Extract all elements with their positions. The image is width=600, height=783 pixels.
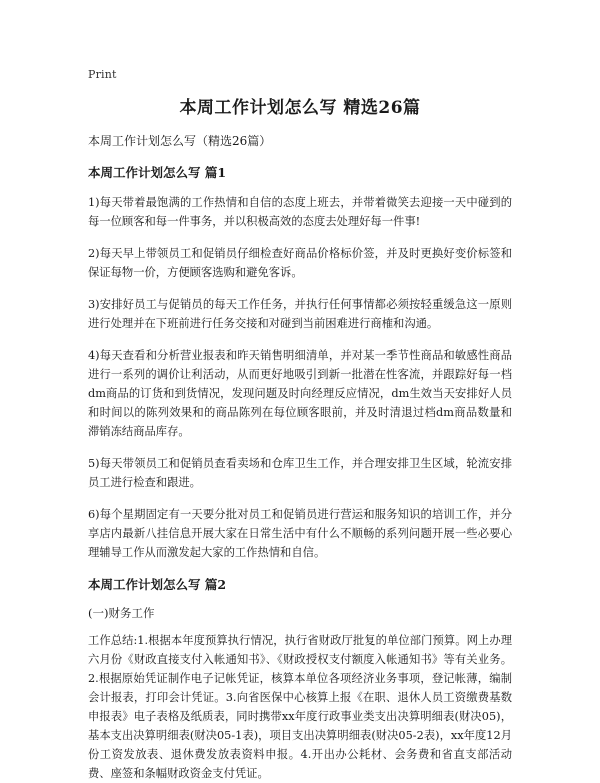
section-1-paragraph-2: 2)每天早上带领员工和促销员仔细检查好商品价格标价签，并及时更换好变价标签和保证每物一价，方便顾客选购和避免客诉。	[88, 247, 512, 279]
section-1-paragraph-3: 3)安排好员工与促销员的每天工作任务，并执行任何事情都必须按轻重缓急这一原则进行处理并在下班前进行任务交接和对碰到当前困难进行商榷和沟通。	[88, 298, 512, 330]
document-subtitle: 本周工作计划怎么写（精选26篇）	[88, 134, 272, 148]
print-label[interactable]: Print	[88, 68, 117, 81]
section-1-heading: 本周工作计划怎么写 篇1	[88, 165, 227, 180]
page-title: 本周工作计划怎么写 精选26篇	[179, 98, 421, 118]
section-1-paragraph-1: 1)每天带着最饱满的工作热情和自信的态度上班去，并带着微笑去迎接一天中碰到的每一位顾客和每一件事务，并以积极高效的态度去处理好每一件事!	[88, 196, 512, 228]
section-2-subheading: (一)财务工作	[88, 606, 155, 620]
section-2-paragraph: 工作总结:1.根据本年度预算执行情况，执行省财政厅批复的单位部门预算。网上办理六月份《财政直接支付入帐通知书》、《财政授权支付额度入帐通知书》等有关业务。2.根据原始凭证制作电子记帐凭证，核算本单位各项经济业务事项，登记帐薄，编制会计报表，打印会计凭证。3.向省医保中心核算上报《在职、退休人员工资缴费基数申报表》电子表格及纸质表，同时携带xx年度行政事业类支出决算明细表(财决05)，基本支出决算明细表(财决05-1表)，项目支出决算明细表(财决05-2表)，xx年度12月份工资发放表、退休费发放表资料申报。4.开出办公耗材、会务费和省直支部活动费、座签和条幅财政资金支付凭证。	[88, 634, 512, 780]
section-2-heading: 本周工作计划怎么写 篇2	[88, 577, 227, 592]
section-1-paragraph-5: 5)每天带领员工和促销员查看卖场和仓库卫生工作，并合理安排卫生区域，轮流安排员工进行检查和跟进。	[88, 457, 512, 489]
section-1-paragraph-6: 6)每个星期固定有一天要分批对员工和促销员进行营运和服务知识的培训工作，并分享店内最新八挂信息开展大家在日常生活中有什么不顺畅的系列问题开展一些必要心理辅导工作从而激发起大家的工作热情和自信。	[88, 508, 512, 559]
section-1-paragraph-4: 4)每天查看和分析营业报表和昨天销售明细清单，并对某一季节性商品和敏感性商品进行一系列的调价让利活动，从而更好地吸引到新一批潜在性客流，并跟踪好每一档dm商品的订货和到货情况，发现问题及时向经理反应情况，dm生效当天安排好人员和时间以的陈列效果和的商品陈列在每位顾客眼前，并及时清退过档dm商品数量和滞销冻结商品库存。	[88, 349, 512, 438]
